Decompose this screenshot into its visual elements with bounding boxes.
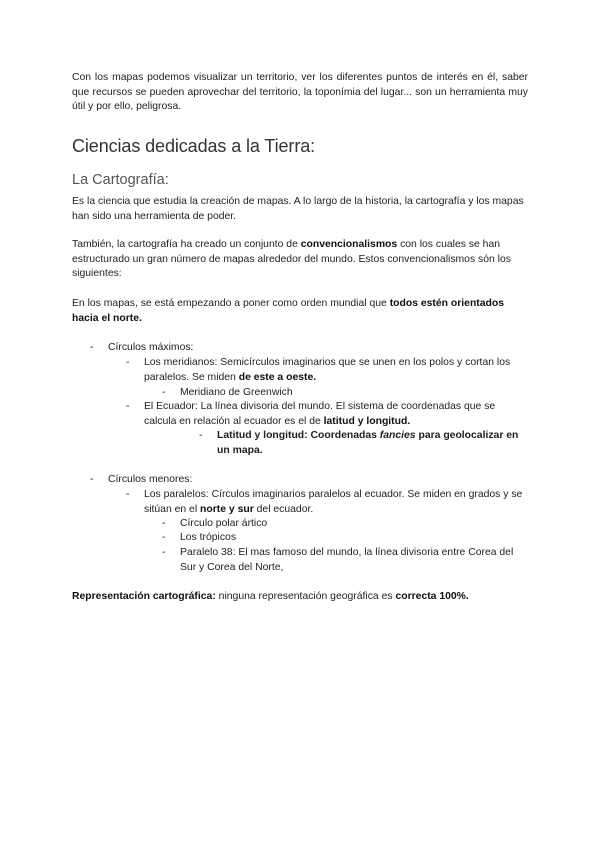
- bold-run: todos estén orientados hacia el norte.: [72, 298, 504, 324]
- text-run: En los mapas, se está empezando a poner como orden mundial que: [72, 298, 390, 309]
- bold-run: convencionalismos: [300, 239, 398, 250]
- bold-run: de este a oeste.: [238, 371, 317, 383]
- list-bullet: -: [162, 547, 166, 558]
- heading-cartografia: La Cartografía:: [72, 172, 169, 188]
- text-run: También, la cartografía ha creado un conjunto de: [72, 239, 301, 250]
- list-item-circulos-menores: Círculos menores:: [108, 474, 193, 485]
- paragraph-representacion: [72, 590, 528, 605]
- text-run: Los meridianos: Semicírculos imaginarios que se unen en los polos y cortan los paralelos. Se miden: [144, 357, 511, 383]
- bold-run: correcta 100%.: [395, 591, 469, 602]
- text-run: Latitud y longitud: Coordenadas: [217, 430, 380, 441]
- italic-run: fancies: [379, 430, 416, 441]
- list-item-paralelos: [144, 488, 528, 517]
- intro-paragraph: Con los mapas podemos visualizar un territorio, ver los diferentes puntos de interés en él, saber que recursos se pueden aprovechar del territorio, la toponímia del lugar... son un herramienta muy útil y por ello, peligrosa.: [72, 72, 528, 113]
- list-bullet: -: [162, 532, 166, 543]
- list-item-latitud-longitud: [217, 429, 528, 458]
- paragraph-convencionalismos: [72, 238, 528, 282]
- list-bullet: -: [162, 387, 166, 398]
- heading-ciencias: Ciencias dedicadas a la Tierra:: [72, 136, 316, 156]
- list-item-paralelo-38: Paralelo 38: El mas famoso del mundo, la línea divisoria entre Corea del Sur y Corea del Norte,: [180, 547, 514, 573]
- text-run: Los paralelos: Círculos imaginarios paralelos al ecuador. Se miden en grados y se sitúan en el: [144, 489, 523, 515]
- paragraph-orientacion: [72, 297, 528, 326]
- text-run: para geolocalizar en un mapa.: [217, 430, 519, 456]
- list-item-meridianos: [144, 356, 528, 385]
- list-bullet: -: [162, 518, 166, 529]
- list-bullet: -: [90, 474, 94, 485]
- paragraph-definicion: Es la ciencia que estudia la creación de mapas. A lo largo de la historia, la cartografía y los mapas han sido una herramienta de poder.: [72, 196, 524, 222]
- list-item-circulo-polar: Círculo polar ártico: [180, 518, 268, 529]
- list-bullet: -: [126, 357, 130, 368]
- text-run: del ecuador.: [253, 503, 314, 515]
- list-bullet: -: [90, 342, 94, 353]
- list-item-greenwich: Meridiano de Greenwich: [180, 387, 293, 398]
- bold-run: Representación cartográfica:: [72, 591, 216, 602]
- list-item-ecuador: [144, 400, 528, 429]
- list-bullet: -: [199, 430, 203, 441]
- bold-run: norte y sur: [200, 503, 254, 515]
- text-run: con los cuales se han estructurado un gran número de mapas alrededor del mundo. Estos convencionalismos són los siguientes:: [72, 239, 511, 280]
- text-run: El Ecuador: La línea divisoria del mundo. El sistema de coordenadas que se calcula en relación al ecuador es el de: [144, 401, 496, 427]
- bold-run: latitud y longitud.: [323, 415, 411, 427]
- text-run: ninguna representación geográfica es: [215, 591, 396, 602]
- list-bullet: -: [126, 401, 130, 412]
- list-item-circulos-maximos: Círculos máximos:: [108, 342, 194, 353]
- list-bullet: -: [126, 489, 130, 500]
- list-item-tropicos: Los trópicos: [180, 532, 237, 543]
